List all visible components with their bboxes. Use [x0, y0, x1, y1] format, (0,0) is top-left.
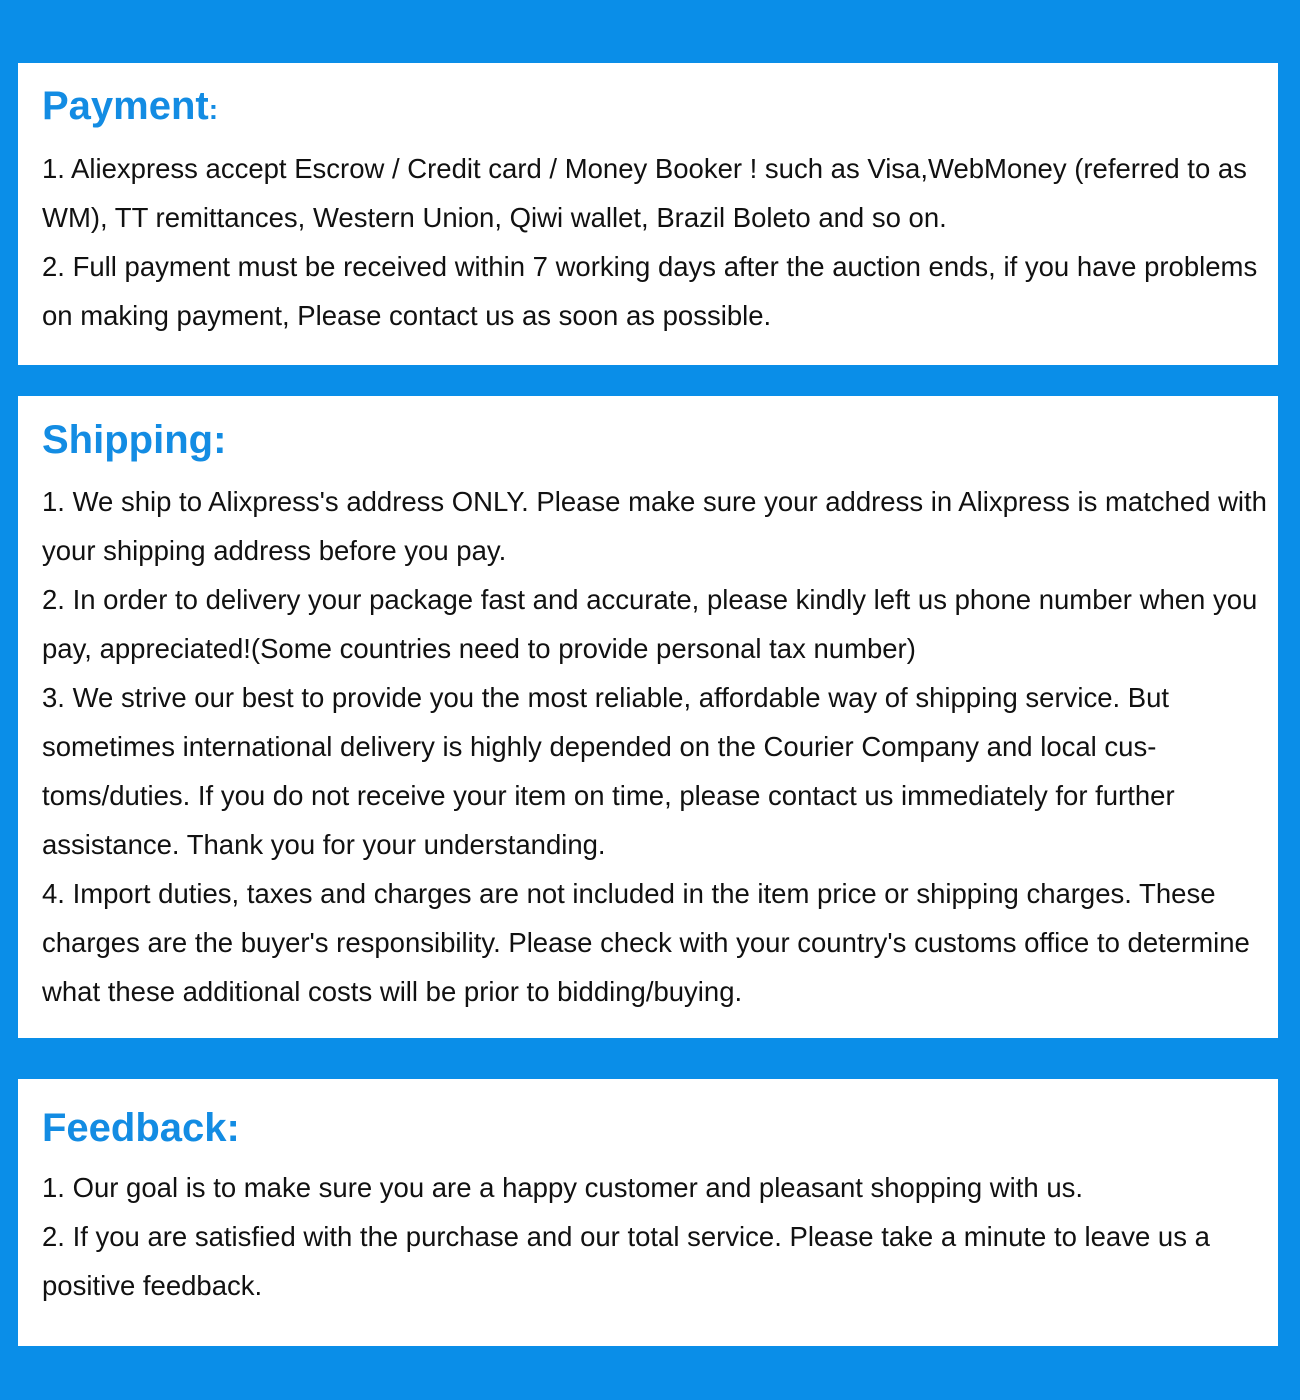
payment-title: Payment	[42, 84, 209, 128]
shipping-item-2: 2. In order to delivery your package fast and accurate, please kindly left us phone number when you pay, appreciated!(Some countries need to provide personal tax number)	[42, 584, 1258, 664]
feedback-heading: Feedback:	[42, 1106, 240, 1150]
feedback-list	[42, 1163, 1274, 1310]
feedback-item-2: 2. If you are satisfied with the purchase and our total service. Please take a minute to leave us a positive feedback.	[42, 1221, 1210, 1301]
shipping-heading: Shipping:	[42, 418, 227, 462]
shipping-panel	[18, 396, 1278, 1038]
payment-title-colon: :	[208, 94, 219, 125]
payment-item-1: 1. Aliexpress accept Escrow / Credit card / Money Booker ! such as Visa,WebMoney (referred to as WM), TT remittances, Western Union, Qiwi wallet, Brazil Boleto and so on.	[42, 153, 1247, 233]
shipping-list	[42, 477, 1274, 1016]
shipping-item-4: 4. Import duties, taxes and charges are not included in the item price or shipping charges. These charges are the buyer's responsibility. Please check with your country's customs office to determine what these additional costs will be prior to bidding/buying.	[42, 878, 1250, 1007]
shipping-item-1: 1. We ship to Alixpress's address ONLY. Please make sure your address in Alixpress is matched with your shipping address before you pay.	[42, 486, 1267, 566]
feedback-panel	[18, 1079, 1278, 1346]
payment-heading	[42, 82, 1278, 134]
payment-panel	[18, 63, 1278, 365]
shipping-item-3: 3. We strive our best to provide you the most reliable, affordable way of shipping service. But sometimes international delivery is highly depended on the Courier Company and local cus-toms/duties. If you do not receive your item on time, please contact us immediately for further assistance. Thank you for your understanding.	[42, 682, 1175, 860]
payment-item-2: 2. Full payment must be received within 7 working days after the auction ends, if you have problems on making payment, Please contact us as soon as possible.	[42, 251, 1258, 331]
feedback-item-1: 1. Our goal is to make sure you are a happy customer and pleasant shopping with us.	[42, 1172, 1084, 1203]
payment-list	[42, 144, 1274, 340]
